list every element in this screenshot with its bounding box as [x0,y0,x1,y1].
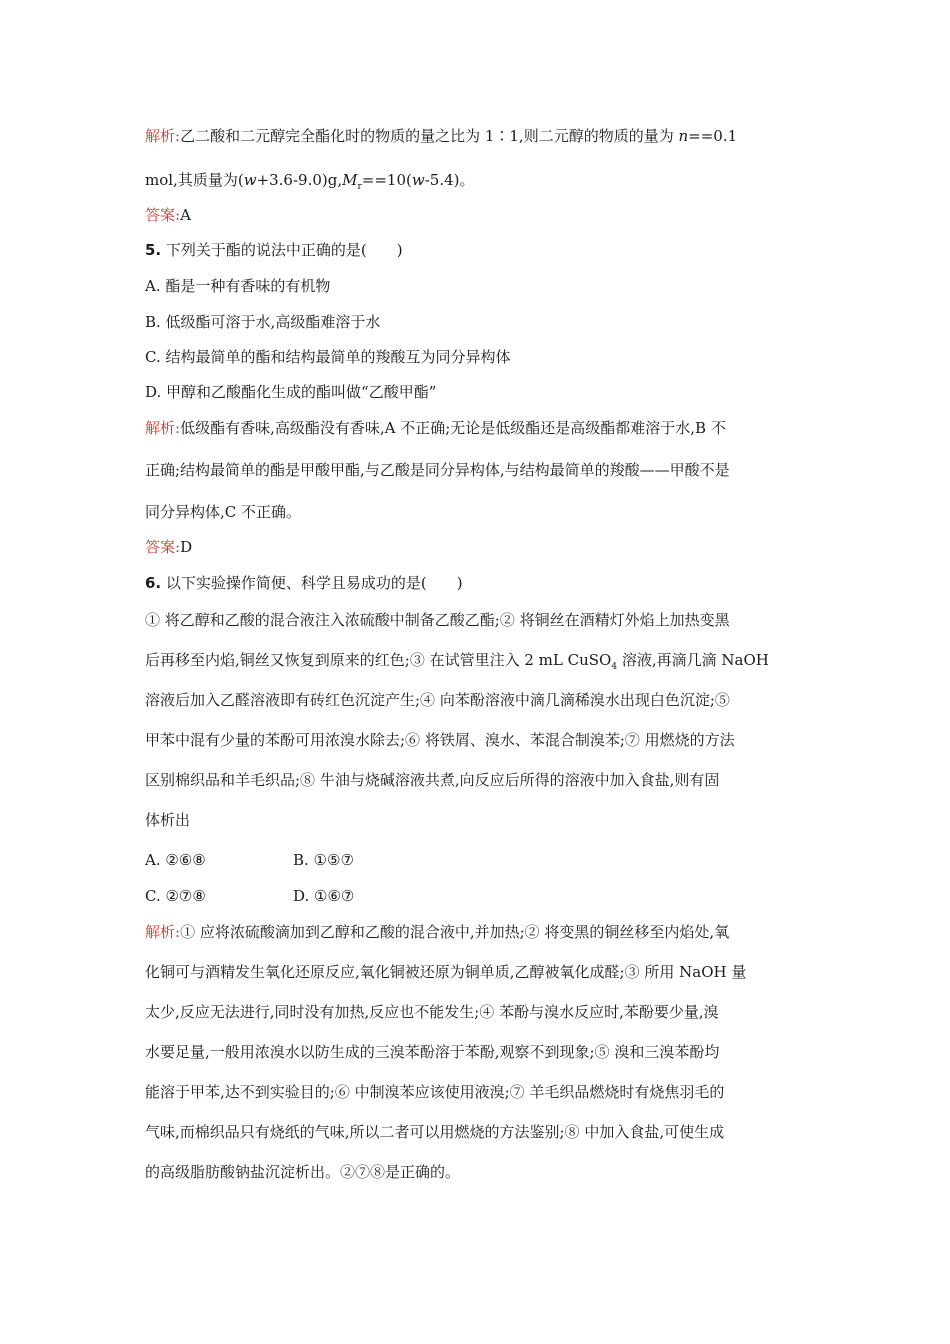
answer-2 [145,537,192,557]
question-6-line-6: 体析出 [145,811,191,829]
question-6-option-c: C. ②⑦⑧ [145,887,206,905]
question-6-line-3: 溶液后加入乙醛溶液即有砖红色沉淀产生;④ 向苯酚溶液中滴几滴稀溴水出现白色沉淀;⑤ [145,691,730,709]
explanation-label: 解析: [145,419,181,437]
explanation-3-line-1: 解析:① 应将浓硫酸滴加到乙醇和乙酸的混合液中,并加热;② 将变黑的铜丝移至内焰处,氧 [145,923,730,941]
question-5-option-b: B. 低级酯可溶于水,高级酯难溶于水 [145,313,381,331]
answer-label: 答案: [145,206,181,224]
question-6-line-4: 甲苯中混有少量的苯酚可用浓溴水除去;⑥ 将铁屑、溴水、苯混合制溴苯;⑦ 用燃烧的方法 [145,731,735,749]
answer-value: A [180,206,191,224]
answer-1 [145,205,191,225]
explanation-2-line-2: 正确;结构最简单的酯是甲酸甲酯,与乙酸是同分异构体,与结构最简单的羧酸——甲酸不是 [145,461,730,479]
explanation-1-line-2: mol,其质量为$(w+3.6-9.0)g,M_r==10(w-5.4)$。 [145,171,475,192]
question-5-stem: 5. 下列关于酯的说法中正确的是( ) [145,241,403,259]
explanation-3-line-2: 化铜可与酒精发生氧化还原反应,氧化铜被还原为铜单质,乙醇被氧化成醛;③ 所用 NaOH 量 [145,963,747,981]
answer-value: D [180,538,193,556]
question-5-option-a: A. 酯是一种有香味的有机物 [145,277,331,295]
question-6-option-a: A. ②⑥⑧ [145,851,206,869]
question-number: 6. [145,574,162,592]
question-6-option-b: B. ①⑤⑦ [293,851,354,869]
question-6-options-row-2 [145,886,441,906]
question-5-option-c: C. 结构最简单的酯和结构最简单的羧酸互为同分异构体 [145,348,511,366]
explanation-2-line-3: 同分异构体,C 不正确。 [145,503,302,521]
question-number: 5. [145,241,162,259]
question-6-line-5: 区别棉织品和羊毛织品;⑧ 牛油与烧碱溶液共煮,向反应后所得的溶液中加入食盐,则有固 [145,771,720,789]
question-5-option-d: D. 甲醇和乙酸酯化生成的酯叫做“乙酸甲酯” [145,383,437,401]
explanation-1-line-1: 解析:乙二酸和二元醇完全酯化时的物质的量之比为 1∶1,则二元醇的物质的量为 n==0.1 [145,127,738,145]
question-6-line-2: 后再移至内焰,铜丝又恢复到原来的红色;③ 在试管里注入 2 mL CuSO$_4$ 溶液,再滴几滴 NaOH [145,651,769,672]
explanation-3-line-6: 气味,而棉织品只有烧纸的气味,所以二者可以用燃烧的方法鉴别;⑧ 中加入食盐,可使生成 [145,1123,725,1141]
question-6-option-d: D. ①⑥⑦ [293,887,355,905]
explanation-3-line-5: 能溶于甲苯,达不到实验目的;⑥ 中制溴苯应该使用液溴;⑦ 羊毛织品燃烧时有烧焦羽毛的 [145,1083,725,1101]
explanation-3-line-4: 水要足量,一般用浓溴水以防生成的三溴苯酚溶于苯酚,观察不到现象;⑤ 溴和三溴苯酚均 [145,1043,720,1061]
explanation-label: 解析: [145,127,181,145]
question-6-line-1: ① 将乙醇和乙酸的混合液注入浓硫酸中制备乙酸乙酯;② 将铜丝在酒精灯外焰上加热变黑 [145,611,730,629]
explanation-3-line-7: 的高级脂肪酸钠盐沉淀析出。②⑦⑧是正确的。 [145,1163,461,1181]
explanation-label: 解析: [145,923,181,941]
answer-label: 答案: [145,538,181,556]
explanation-2-line-1: 解析:低级酯有香味,高级酯没有香味,A 不正确;无论是低级酯还是高级酯都难溶于水,B 不 [145,419,726,437]
question-6-stem: 6. 以下实验操作简便、科学且易成功的是( ) [145,574,463,592]
question-6-options-row-1 [145,850,441,870]
explanation-3-line-3: 太少,反应无法进行,同时没有加热,反应也不能发生;④ 苯酚与溴水反应时,苯酚要少量,溴 [145,1003,719,1021]
